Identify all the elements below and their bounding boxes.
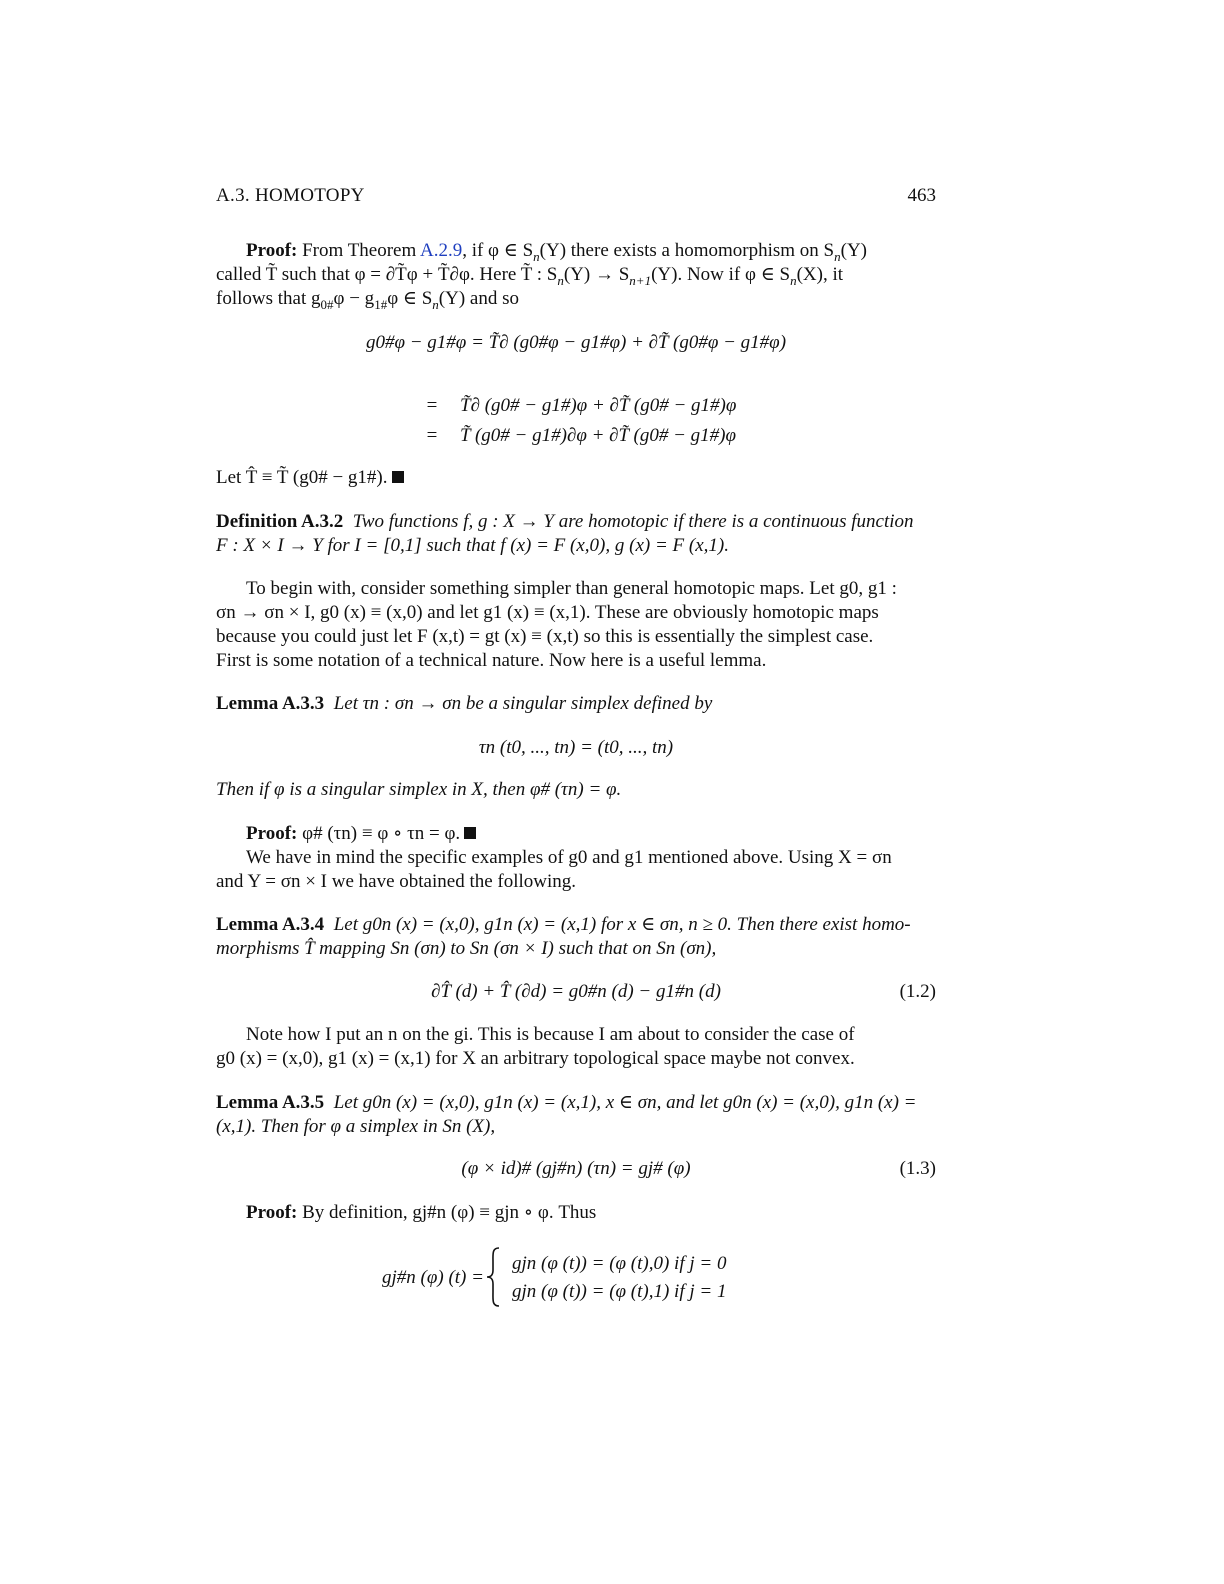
proof-line-2: called T̃ such that φ = ∂T̃φ + T̃∂φ. Here T̃ : $S_n(Y) \to S_{n+1}(Y)$. Now if φ ∈ $S_n(X)$, it: [216, 264, 844, 288]
aligned-row-3: [216, 424, 936, 450]
text: (Y) → S: [563, 264, 630, 285]
qed-square: [392, 471, 404, 483]
equation-number: (1.2): [899, 981, 936, 1002]
proof-paragraph-3: [216, 1201, 936, 1225]
page-number: 463: [907, 185, 936, 206]
text: called T̃ such that φ = ∂T̃φ + T̃∂φ. Here T̃ : S: [216, 264, 558, 285]
paragraph-line: because you could just let F (x,t) = gt (x) ≡ (x,t) so this is essentially the simplest case.: [216, 626, 874, 647]
numbered-equation: [216, 1157, 936, 1183]
text: φ − g: [333, 288, 375, 309]
let-statement: [216, 466, 936, 490]
paragraph-line: σn → σn × I, g0 (x) ≡ (x,0) and let g1 (x) ≡ (x,1). These are obviously homotopic maps: [216, 602, 879, 623]
equation: ∂T̂ (d) + T̂ (∂d) = g0#n (d) − g1#n (d): [431, 981, 721, 1002]
case-row-2: gjn (φ (t)) = (φ (t),1) if j = 1: [512, 1281, 727, 1302]
proof-line-3: follows that $g_{0\#}\varphi - g_{1\#}\varphi$ ∈ $S_n(Y)$ and so: [216, 288, 519, 312]
text: φ ∈ S: [387, 288, 433, 309]
theorem-link[interactable]: A.2.9: [419, 240, 463, 261]
lemma-label: Lemma A.3.3: [216, 693, 325, 714]
display-equation: [216, 331, 936, 357]
left-brace-icon: [484, 1246, 502, 1308]
lemma-text: Let τn : σn → σn be a singular simplex defined by: [333, 693, 713, 714]
lemma-text: Let g0n (x) = (x,0), g1n (x) = (x,1) for x ∈ σn, n ≥ 0. Then there exist homo-: [333, 914, 911, 935]
text: follows that g: [216, 288, 321, 309]
paragraph-line: and Y = σn × I we have obtained the following.: [216, 871, 577, 892]
cases-equation: [216, 1252, 936, 1312]
equals-sign: =: [426, 425, 438, 446]
definition-label: Definition A.3.2: [216, 511, 344, 532]
lemma-a35: [216, 1091, 936, 1115]
proof-label: Proof:: [246, 1202, 298, 1223]
paragraph-line: g0 (x) = (x,0), g1 (x) = (x,1) for X an arbitrary topological space maybe not convex.: [216, 1048, 855, 1069]
equation: (φ × id)# (gj#n) (τn) = gj# (φ): [461, 1158, 691, 1179]
definition-a32: [216, 510, 936, 534]
paragraph-line: We have in mind the specific examples of g0 and g1 mentioned above. Using X = σn: [246, 847, 892, 868]
proof-label: Proof:: [246, 823, 298, 844]
lemma-text-line2: morphisms T̂ mapping Sn (σn) to Sn (σn × I) such that on Sn (σn),: [216, 938, 717, 959]
text: (X), it: [796, 264, 844, 285]
text: , if φ ∈ S: [462, 240, 534, 261]
equation-top: g0#φ − g1#φ = T̃∂ (g0#φ − g1#φ) + ∂T̃ (g0#φ − g1#φ): [365, 332, 787, 353]
text: (Y): [840, 240, 868, 261]
definition-text: Two functions f, g : X → Y are homotopic if there is a continuous function: [352, 511, 914, 532]
lemma-text: Let g0n (x) = (x,0), g1n (x) = (x,1), x ∈ σn, and let g0n (x) = (x,0), g1n (x) =: [333, 1092, 917, 1113]
lemma-a34: [216, 913, 936, 937]
running-title: A.3. HOMOTOPY: [216, 185, 365, 206]
paragraph-line: To begin with, consider something simpler than general homotopic maps. Let g0, g1 :: [246, 578, 897, 599]
equals-sign: =: [426, 395, 438, 416]
aligned-expression: T̃∂ (g0# − g1#)φ + ∂T̃ (g0# − g1#)φ: [460, 395, 737, 416]
paragraph-line: Note how I put an n on the gi. This is because I am about to consider the case of: [246, 1024, 855, 1045]
lemma-label: Lemma A.3.5: [216, 1092, 325, 1113]
text: From Theorem: [297, 240, 420, 261]
text: (Y) and so: [438, 288, 519, 309]
lemma-a33: [216, 692, 936, 716]
text: Let T̂ ≡ T̃ (g0# − g1#).: [216, 467, 388, 488]
paragraph-line: First is some notation of a technical nature. Now here is a useful lemma.: [216, 650, 767, 671]
proof-label: Proof:: [246, 240, 298, 261]
proof-paragraph-1: Proof: From Theorem A.2.9, if φ ∈ $S_n(Y)$ there exists a homomorphism on $S_n(Y)$: [246, 240, 868, 264]
cases-lhs: gj#n (φ) (t) =: [382, 1267, 484, 1288]
display-equation: τn (t0, ..., tn) = (t0, ..., tn): [478, 737, 674, 758]
lemma-conclusion: Then if φ is a singular simplex in X, then φ# (τn) = φ.: [216, 779, 622, 800]
text: (Y) there exists a homomorphism on S: [539, 240, 835, 261]
aligned-expression: T̃ (g0# − g1#)∂φ + ∂T̃ (g0# − g1#)φ: [460, 425, 737, 446]
qed-square: [464, 827, 476, 839]
definition-a32-line2: F : X × I → Y for I = [0,1] such that f (x) = F (x,0), g (x) = F (x,1).: [216, 535, 729, 556]
text: By definition, gj#n (φ) ≡ gjn ∘ φ. Thus: [297, 1202, 597, 1223]
proof-paragraph-2: [216, 822, 936, 846]
running-header: [216, 184, 936, 208]
numbered-equation: [216, 980, 936, 1006]
lemma-text-line2: (x,1). Then for φ a simplex in Sn (X),: [216, 1116, 496, 1137]
equation-number: (1.3): [899, 1158, 936, 1179]
aligned-row-2: [216, 394, 936, 420]
case-row-1: gjn (φ (t)) = (φ (t),0) if j = 0: [512, 1253, 727, 1274]
text: φ# (τn) ≡ φ ∘ τn = φ.: [297, 823, 461, 844]
lemma-label: Lemma A.3.4: [216, 914, 325, 935]
text: (Y). Now if φ ∈ S: [651, 264, 791, 285]
